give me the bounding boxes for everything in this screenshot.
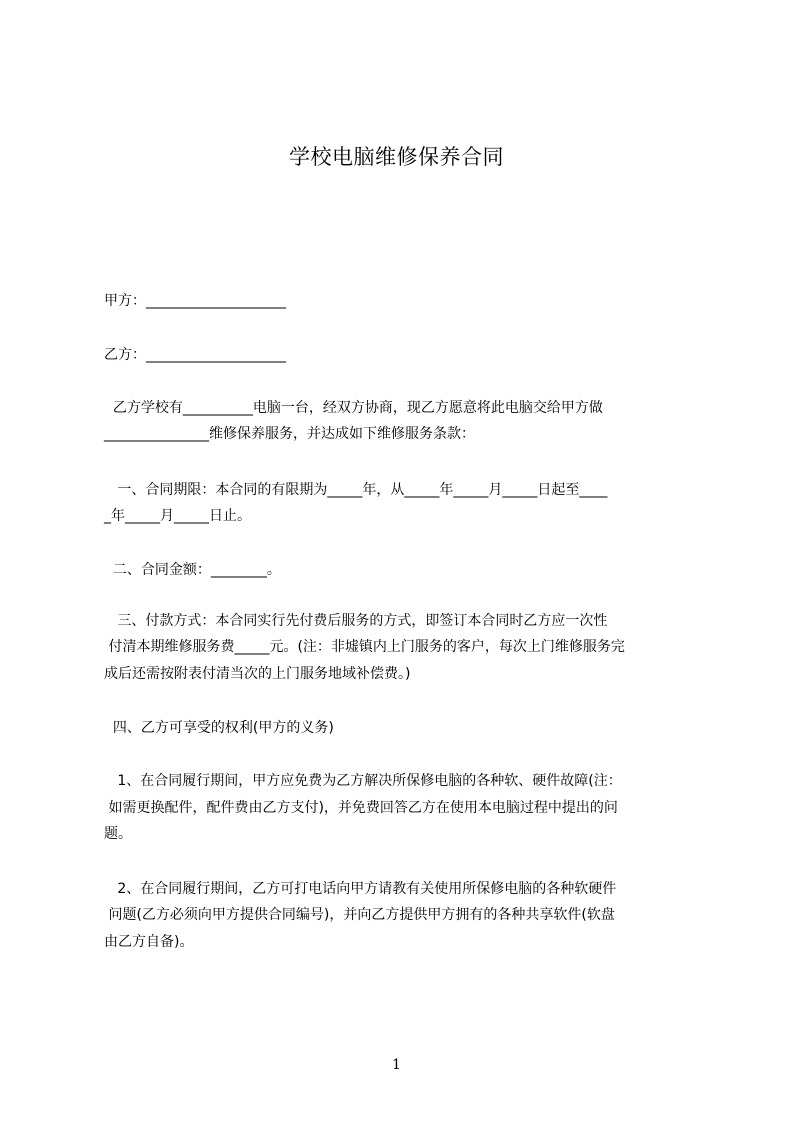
page-number: 1 — [392, 1057, 401, 1073]
clause-term-line-1: 一、合同期限：本合同的有限期为_____年，从_____年_____月_____日起至____ — [104, 482, 608, 498]
document-title: 学校电脑维修保养合同 — [289, 145, 504, 169]
clause-amount: 二、合同金额：________。 — [104, 562, 281, 578]
party-a-line: 甲方：____________________ — [104, 293, 286, 309]
party-b-line: 乙方：____________________ — [104, 347, 286, 363]
clause-rights-item-2-line-1: 2、在合同履行期间，乙方可打电话向甲方请教有关使用所保修电脑的各种软硬件 — [104, 881, 617, 897]
clause-rights-heading: 四、乙方可享受的权利(甲方的义务) — [104, 720, 334, 736]
clause-term-line-2: _年_____月_____日止。 — [104, 508, 251, 524]
clause-payment-line-1: 三、付款方式：本合同实行先付费后服务的方式，即签订本合同时乙方应一次性 — [104, 613, 608, 629]
clause-rights-item-1-line-2: 如需更换配件，配件费由乙方支付)，并免费回答乙方在使用本电脑过程中提出的问 — [104, 800, 618, 816]
intro-line-1: 乙方学校有__________电脑一台，经双方协商，现乙方愿意将此电脑交给甲方做 — [104, 400, 603, 416]
clause-payment-line-3: 成后还需按附表付清当次的上门服务地域补偿费。) — [104, 666, 411, 682]
clause-rights-item-2-line-3: 由乙方自备)。 — [104, 934, 194, 950]
clause-rights-item-1-line-3: 题。 — [104, 826, 132, 842]
clause-rights-item-1-line-1: 1、在合同履行期间，甲方应免费为乙方解决所保修电脑的各种软、硬件故障(注： — [104, 773, 622, 789]
clause-payment-line-2: 付清本期维修服务费_____元。(注：非墟镇内上门服务的客户，每次上门维修服务完 — [104, 639, 625, 655]
clause-rights-item-2-line-2: 问题(乙方必须向甲方提供合同编号)，并向乙方提供甲方拥有的各种共享软件(软盘 — [104, 907, 615, 923]
intro-line-2: _______________维修保养服务，并达成如下维修服务条款： — [104, 426, 475, 442]
